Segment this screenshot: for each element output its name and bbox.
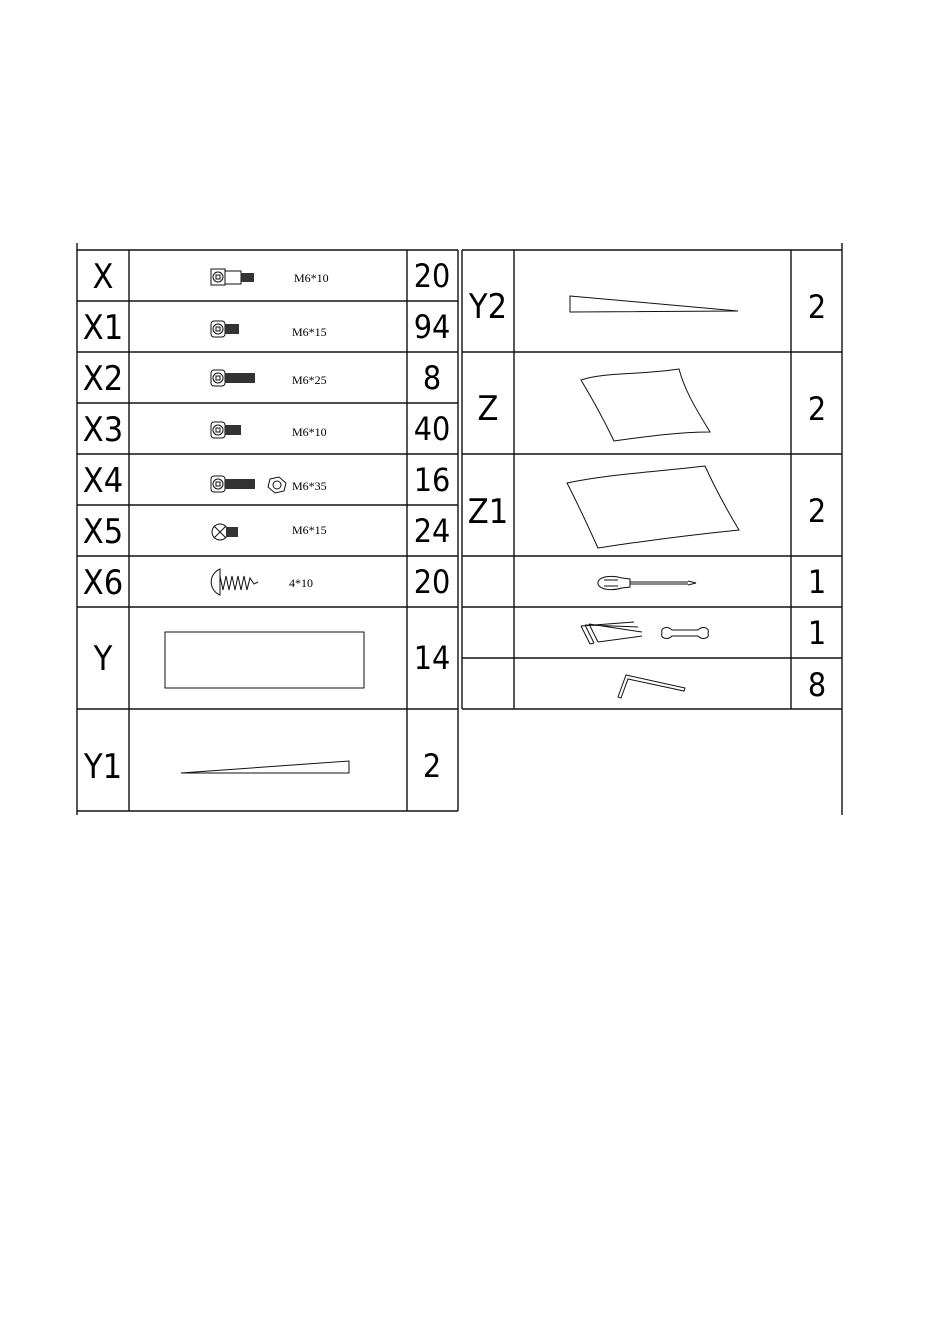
part-quantity: 24	[413, 512, 451, 550]
part-quantity: 94	[413, 308, 451, 346]
part-id: X	[92, 257, 114, 297]
wood-screw-icon	[211, 569, 258, 595]
part-spec: M6*35	[292, 479, 327, 493]
part-quantity: 2	[807, 288, 827, 326]
phillips-screw-icon	[212, 524, 238, 540]
shoulder-bolt-icon	[211, 269, 254, 285]
part-quantity: 20	[413, 257, 451, 295]
part-id: X5	[82, 512, 124, 552]
part-spec: M6*10	[294, 271, 329, 285]
part-spec: M6*15	[292, 523, 327, 537]
part-quantity: 2	[807, 390, 827, 428]
part-spec: M6*10	[292, 425, 327, 439]
part-quantity: 8	[422, 359, 442, 397]
part-id: X3	[82, 410, 124, 450]
allen-key-icon	[618, 675, 685, 698]
hex-bolt-short-icon	[211, 321, 239, 337]
part-id: Z	[477, 389, 499, 429]
hex-bolt-long-icon	[211, 370, 255, 386]
part-spec: M6*25	[292, 373, 327, 387]
part-quantity: 14	[413, 639, 451, 677]
part-quantity: 2	[422, 747, 442, 785]
wedge-shim-icon	[181, 761, 349, 773]
part-spec: M6*15	[292, 325, 327, 339]
part-id: X6	[82, 563, 124, 603]
allen-keys-and-wrench-icon	[581, 622, 708, 644]
part-id: Y2	[468, 287, 508, 327]
right-parts-table	[462, 250, 842, 709]
part-quantity: 8	[807, 666, 827, 704]
screwdriver-icon	[598, 576, 696, 589]
sheet-icon	[581, 369, 710, 441]
part-quantity: 1	[807, 563, 827, 601]
wedge-shim-icon	[570, 296, 738, 312]
part-quantity: 2	[807, 492, 827, 530]
part-id: Y	[93, 639, 113, 679]
part-id: X1	[82, 308, 124, 348]
part-quantity: 1	[807, 614, 827, 652]
hex-bolt-short-icon	[211, 422, 241, 438]
part-id: X4	[82, 461, 124, 501]
part-quantity: 20	[413, 563, 451, 601]
left-parts-table	[77, 250, 458, 811]
part-spec: 4*10	[289, 576, 313, 590]
part-id: Y1	[83, 747, 123, 787]
large-sheet-icon	[567, 466, 739, 548]
rectangular-pad-icon	[165, 632, 364, 688]
part-id: Z1	[467, 492, 509, 532]
bolt-and-nut-icon	[211, 476, 286, 493]
part-id: X2	[82, 359, 124, 399]
part-quantity: 40	[413, 410, 451, 448]
part-quantity: 16	[413, 461, 451, 499]
